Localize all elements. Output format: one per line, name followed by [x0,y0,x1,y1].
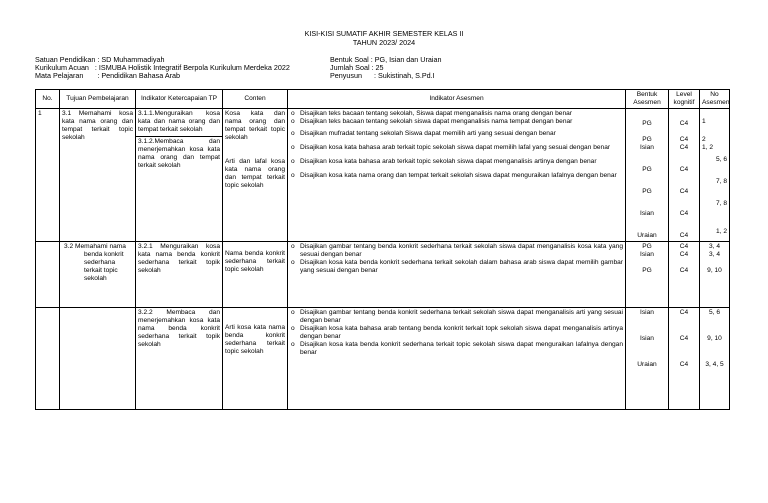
cell-conten: Nama benda konkrit sederhana terkait topic sekolah [223,242,288,308]
conten-text: Arti dan lafal kosa kata nama orang dan tempat terkait topic sekolah [225,158,285,189]
meta-jumlah-soal: Jumlah Soal : 25 [330,63,384,72]
level-value: C4 [679,309,689,316]
list-item: o Disajikan gambar tentang benda konkrit sederhana terkait sekolah siswa dapat menganalisis kosa kata yang sesuai dengan benar [300,243,623,259]
cell-tujuan: 3.1 Memahami kosa kata nama orang dan tempat terkait topic sekolah [60,109,136,242]
cell-no [36,242,60,308]
bentuk-value: Isian [640,335,654,342]
no-asesmen-value: 9, 10 [707,335,722,342]
list-item: o Disajikan kosa kata benda konkrit sederhana terkait topic sekolah siswa dapat menguraikan lafalnya dengan benar [300,341,623,357]
cell-tujuan [60,308,136,410]
col-no: No. [36,90,60,109]
bentuk-value: PG [642,188,652,195]
itp-text: 3.1.2.Membaca dan menerjemahkan kosa kata nama orang dan tempat terkait sekolah [138,138,220,169]
cell-indikator-tp [136,109,223,242]
no-asesmen-value: 1 [702,118,706,125]
bentuk-value: PG [642,267,652,274]
bentuk-value: Isian [640,309,654,316]
cell-indikator-asesmen [288,308,626,410]
bentuk-value: Isian [640,144,654,151]
level-value: C4 [679,361,689,368]
cell-no-asesmen [700,109,730,242]
list-item: o Disajikan gambar tentang benda konkrit sederhana terkait sekolah siswa dapat menganalisis arti yang sesuai dengan benar [300,309,623,325]
list-item: o Disajikan teks bacaan tentang sekolah, Siswa dapat menganalisis nama orang dengan benar [300,110,623,118]
itp-text: 3.1.1.Menguraikan kosa kata dan nama orang dan tempat terkait sekolah [138,110,220,133]
bentuk-value: PG [642,136,652,143]
level-value: C4 [679,166,689,173]
level-value: C4 [679,144,689,151]
cell-no: 1 [36,109,60,242]
cell-no-asesmen [700,308,730,410]
bentuk-value: PG [642,243,652,250]
table-row [36,242,730,308]
bentuk-value: Isian [640,251,654,258]
cell-level [669,242,700,308]
bentuk-value: Uraian [637,361,657,368]
bentuk-value: Uraian [637,232,657,239]
level-value: C4 [679,120,689,127]
col-indikator-asesmen: Indikator Asesmen [288,90,626,109]
cell-no-asesmen [700,242,730,308]
no-asesmen-value: 5, 6 [709,309,720,316]
col-conten: Conten [223,90,288,109]
cell-indikator-asesmen [288,242,626,308]
level-value: C4 [679,335,689,342]
col-indikator-tp: Indikator Ketercapaian TP [136,90,223,109]
list-item: o Disajikan kosa kata bahasa arab terkait topic sekolah siswa dapat memilih lafal yang sesuai dengan benar [300,144,623,152]
meta-kurikulum: Kurikulum Acuan : ISMUBA Holistik Integratif Berpola Kurikulum Merdeka 2022 [35,63,290,72]
bentuk-value: PG [642,166,652,173]
no-asesmen-value: 5, 6 [716,156,727,163]
cell-level [669,308,700,410]
cell-tujuan: 3.2 Memahami nama benda konkrit sederhana terkait topic sekolah [60,242,136,308]
kisi-kisi-table [35,89,730,410]
list-item: o Disajikan mufradat tentang sekolah Siswa dapat memilih arti yang sesuai dengan benar [300,130,623,138]
bentuk-value: PG [642,120,652,127]
list-item: o Disajikan kosa kata nama orang dan tempat terkait sekolah siswa dapat menguraikan lafalnya dengan benar [300,172,623,180]
no-asesmen-value: 2 [702,136,706,143]
cell-indikator-tp: 3.2.1 Menguraikan kosa kata nama benda konkrit sederhana terkait topik sekolah [136,242,223,308]
cell-bentuk [626,308,669,410]
col-bentuk: Bentuk Asesmen [626,90,669,109]
level-value: C4 [679,210,689,217]
cell-conten: Arti kosa kata nama benda konkrit sederhana terkait topic sekolah [223,308,288,410]
no-asesmen-value: 3, 4 [709,251,720,258]
document-title: KISI-KISI SUMATIF AKHIR SEMESTER KELAS II [304,29,464,38]
list-item: o Disajikan kosa kata bahasa arab tentang benda konkrit terkait topk sekolah siswa dapat menganalisis artinya dengan benar [300,325,623,341]
list-item: o Disajikan kosa kata bahasa arab terkait topic sekolah siswa dapat menganalisis artinya dengan benar [300,158,623,166]
cell-bentuk [626,109,669,242]
level-value: C4 [679,136,689,143]
bentuk-value: Isian [640,210,654,217]
no-asesmen-value: 1, 2 [702,144,713,151]
no-asesmen-value: 1, 2 [716,228,727,235]
cell-level [669,109,700,242]
cell-indikator-asesmen [288,109,626,242]
list-item: o Disajikan kosa kata benda konkrit sederhana terkait sekolah dalam bahasa arab siswa dapat memilih gambar yang sesuai dengan benar [300,259,623,275]
cell-indikator-tp: 3.2.2 Membaca dan menerjemahkan kosa kata nama benda konkrit sederhana terkait topik sekolah [136,308,223,410]
level-value: C4 [679,243,689,250]
col-tujuan: Tujuan Pembelajaran [60,90,136,109]
no-asesmen-value: 7, 8 [716,200,727,207]
conten-text: Kosa kata dan nama orang dan tempat terkait topic sekolah [225,110,285,141]
list-item: o Disajikan teks bacaan tentang sekolah siswa dapat menganalisis nama tempat dengan benar [300,118,623,126]
meta-penyusun: Penyusun : Sukistinah, S.Pd.I [330,71,435,80]
table-header-row [36,90,730,109]
document-year: TAHUN 2023/ 2024 [352,38,416,47]
cell-bentuk [626,242,669,308]
table-row [36,308,730,410]
col-no-asesmen: No Asesmen [700,90,730,109]
col-level: Level kognitif [669,90,700,109]
cell-conten [223,109,288,242]
level-value: C4 [679,232,689,239]
no-asesmen-value: 7, 8 [716,178,727,185]
level-value: C4 [679,251,689,258]
no-asesmen-value: 3, 4 [709,243,720,250]
level-value: C4 [679,188,689,195]
meta-satuan: Satuan Pendidikan : SD Muhammadiyah [35,55,165,64]
level-value: C4 [679,267,689,274]
meta-mapel: Mata Pelajaran : Pendidikan Bahasa Arab [35,71,181,80]
cell-no [36,308,60,410]
table-row [36,109,730,242]
no-asesmen-value: 3, 4, 5 [705,361,724,368]
meta-bentuk-soal: Bentuk Soal : PG, Isian dan Uraian [330,55,442,64]
no-asesmen-value: 9, 10 [707,267,722,274]
